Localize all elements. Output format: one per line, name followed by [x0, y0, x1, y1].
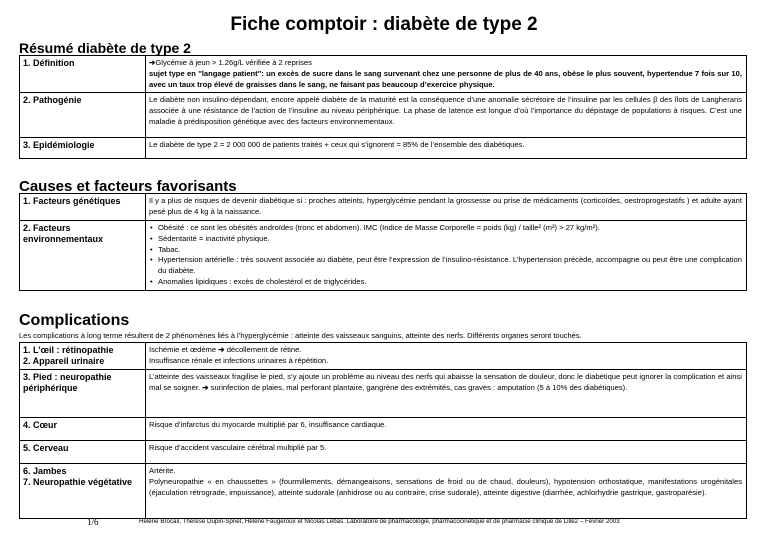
table-row [20, 343, 747, 370]
table-row [20, 194, 747, 221]
row-label: 5. Cerveau [20, 441, 146, 464]
row-content: Risque d’accident vasculaire cérébral multiplié par 5. [146, 441, 747, 464]
row-label [20, 343, 146, 370]
list-item: • Tabac. [149, 245, 742, 256]
list-item: • Anomalies lipidiques : excès de cholestérol et de triglycérides. [149, 277, 742, 288]
row-label: 1. Définition [20, 56, 146, 93]
definition-line1 [149, 58, 742, 69]
arrow-right-icon: ➔ [149, 58, 156, 67]
arrow-right-icon: ➔ [202, 382, 209, 392]
row-label: 2. Facteurs environnementaux [20, 221, 146, 291]
row-content: Risque d’infarctus du myocarde multiplié par 6, insuffisance cardiaque. [146, 418, 747, 441]
table-row [20, 370, 747, 418]
label-urinaire: 2. Appareil urinaire [23, 356, 105, 366]
row-content: Il y a plus de risques de devenir diabétique si : proches atteints, hyperglycémie pendant la grossesse ou prise de médicaments (corticoïdes, oestroprogestatifs ) et adulte ayant pesé plus de 4 kg à la naissance. [146, 194, 747, 221]
text-oeil [149, 345, 742, 356]
text-urinaire: Insuffisance rénale et infections urinaires à répétition. [149, 355, 329, 365]
page-number: 1/6 [87, 517, 99, 527]
row-content: Le diabète de type 2 = 2 000 000 de patients traités + ceux qui s’ignorent = 85% de l’ensemble des diabétiques. [146, 138, 747, 159]
text-decollement: décollement de rétine. [224, 345, 302, 354]
section-heading-resume: Résumé diabète de type 2 [19, 40, 191, 56]
text-jambes: Artérite. [149, 466, 176, 475]
section-heading-complications: Complications [19, 312, 130, 329]
definition-glycemie: Glycémie à jeun > 1.26g/L vérifiée à 2 reprises [155, 58, 312, 67]
section-heading-causes: Causes et facteurs favorisants [19, 178, 237, 195]
row-content: Le diabète non insulino-dépendant, encore appelé diabète de la maturité est la conséquence d’une anomalie sécrétoire de l’insuline par les cellules β des îlots de Langherans associée à une résistance de l’action de l’insuline au niveau périphérique. La phase de latence est longue d’où l’importance du dépistage de populations à risques. C’est une maladie à prédisposition génétique avec des facteurs environnementaux. [146, 93, 747, 138]
row-content [146, 56, 747, 93]
text-ischemie: Ischémie et œdème [149, 345, 219, 354]
label-jambes: 6. Jambes [23, 466, 67, 476]
text-pied-consequences: surinfection de plaies, mal perforant plantaire, gangrène des extrémités, cas graves : amputation (5 à 10% des diabétiques). [208, 382, 628, 392]
label-oeil: 1. L’œil : rétinopathie [23, 345, 114, 355]
list-item: • Hypertension artérielle : très souvent associée au diabète, peut être l’expression de l’insulino-résistance. L’hypertension précède, accompagne ou peut être une complication du diabète. [149, 255, 742, 277]
row-label: 2. Pathogénie [20, 93, 146, 138]
row-label: 4. Cœur [20, 418, 146, 441]
definition-patient-language: sujet type en "langage patient": un excès de sucre dans le sang survenant chez une personne de plus de 40 ans, obèse le plus souvent, hypertendue 7 fois sur 10, avec un taux trop élevé de graisses dans le sang, ne faisant pas beaucoup d’exercice physique. [149, 68, 742, 89]
table-row [20, 441, 747, 464]
row-content [146, 343, 747, 370]
list-item: • Sédentarité = inactivité physique. [149, 234, 742, 245]
list-item: • Obésité : ce sont les obésités androïdes (tronc et abdomen). IMC (Indice de Masse Corporelle = poids (kg) / taille² (m²) > 27 kg/m²). [149, 223, 742, 234]
table-row [20, 93, 747, 138]
bullet-list [149, 223, 742, 288]
row-label: 1. Facteurs génétiques [20, 194, 146, 221]
footer-credits: Hélène Brocail, Thérèse Dupin-Spriet, Hélène Faugeroux et Nicolas Lebas. Laboratoire de pharmacologie, pharmacocinétique et de pharmacie clinique de Lille2 – Février 2003 [139, 518, 620, 525]
complications-table [19, 342, 747, 519]
row-label: 3. Pied : neuropathie périphérique [20, 370, 146, 418]
row-content [146, 221, 747, 291]
resume-table [19, 55, 747, 159]
page-title: Fiche comptoir : diabète de type 2 [230, 14, 538, 35]
causes-table [19, 193, 747, 291]
text-neuropathie: Polyneuropathie « en chaussettes » (fourmillements, démangeaisons, sensations de froid ou de chaud, douleurs), hypotension orthostatique, manifestations urogénitales (éjaculation rétrograde, impuissance), atteinte sudorale (anhidrose ou au contraire, crise sudorale), atteinte digestive (diarrhée, achlorhydrie gastrique, gastroparésie). [149, 476, 742, 497]
arrow-right-icon: ➔ [218, 345, 225, 354]
table-row [20, 464, 747, 519]
row-label [20, 464, 146, 519]
row-content [146, 370, 747, 418]
table-row [20, 138, 747, 159]
label-neuropathie: 7. Neuropathie végétative [23, 477, 133, 487]
text-pied: L’atteinte des vaisseaux fragilise le pied, s’y ajoute un problème au niveau des nerfs qui abaisse la sensation de douleur, donc le diabétique peut ignorer la complication et ainsi mal se soigner. [149, 372, 742, 392]
row-label: 3. Epidémiologie [20, 138, 146, 159]
complications-intro: Les complications à long terme résultent de 2 phénomènes liés à l’hyperglycémie : atteinte des vaisseaux sanguins, atteinte des nerfs. Différents organes seront touchés. [19, 331, 582, 340]
table-row [20, 56, 747, 93]
table-row [20, 221, 747, 291]
table-row [20, 418, 747, 441]
row-content [146, 464, 747, 519]
